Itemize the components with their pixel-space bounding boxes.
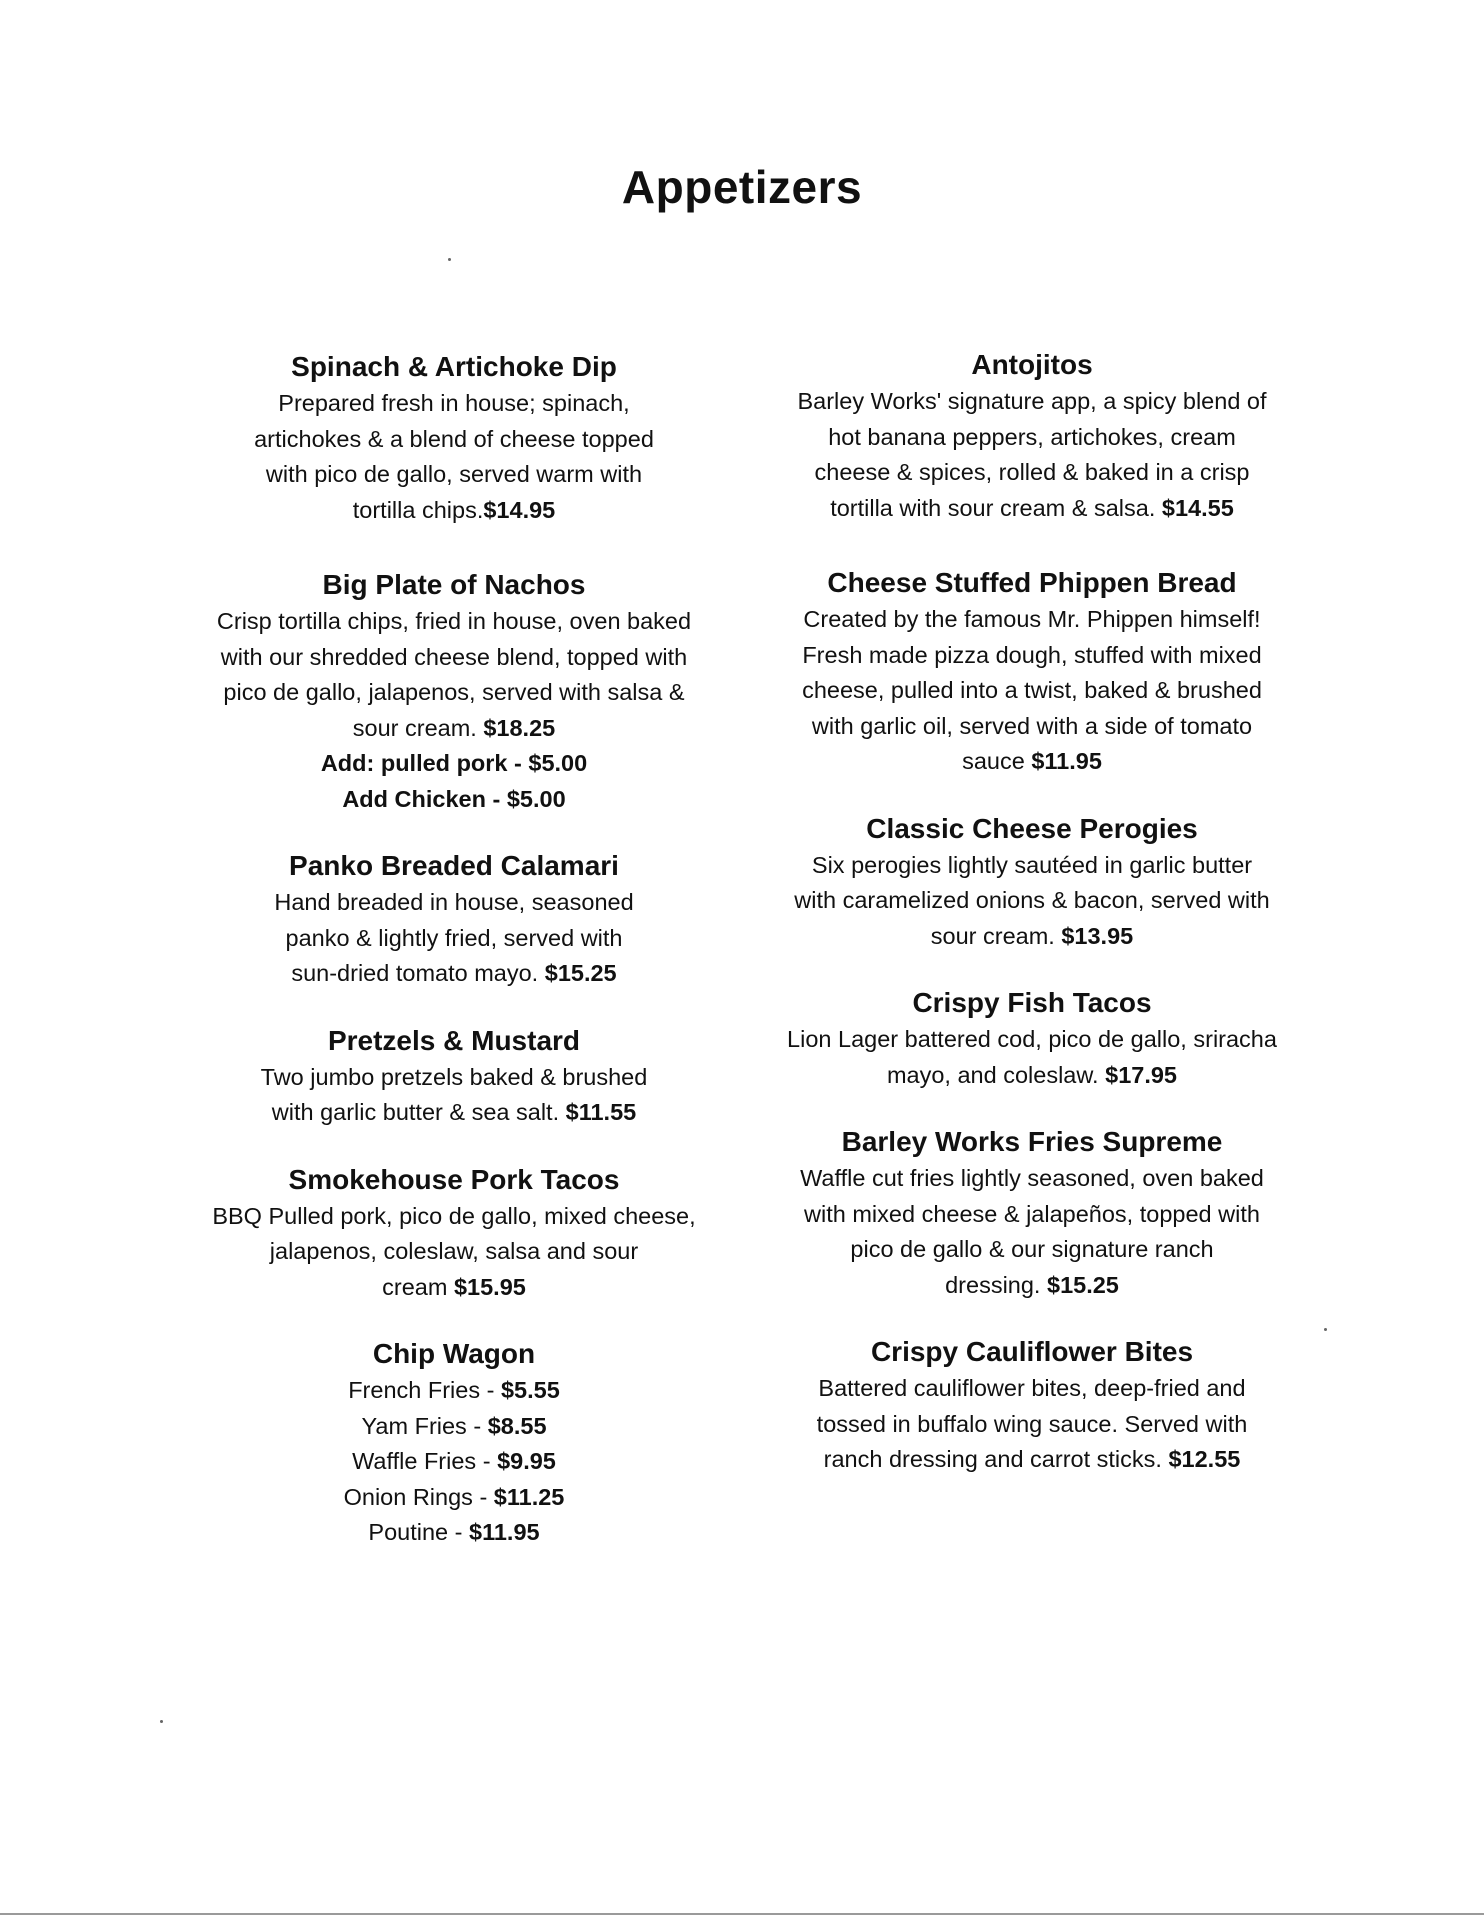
menu-item-description-line — [172, 1444, 736, 1480]
scan-speck — [160, 1720, 163, 1723]
description-text: Crisp tortilla chips, fried in house, oven baked — [216, 608, 692, 634]
menu-item-description-line — [172, 457, 736, 493]
description-text: Fresh made pizza dough, stuffed with mixed — [802, 641, 1262, 668]
menu-item-description-line — [172, 604, 736, 640]
menu-item — [172, 847, 736, 992]
menu-item-description-line — [750, 1022, 1314, 1058]
menu-item-description-line — [750, 384, 1314, 420]
description-text: panko & lightly fried, served with — [285, 924, 623, 951]
menu-item-price: $15.25 — [1047, 1271, 1119, 1298]
description-text: tortilla with sour cream & salsa. — [830, 494, 1162, 521]
menu-item-description-line — [750, 455, 1314, 491]
menu-item — [172, 1335, 736, 1551]
description-text: with caramelized onions & bacon, served with — [794, 887, 1270, 913]
description-text: sun-dried tomato mayo. — [291, 960, 545, 986]
menu-item-description-line — [172, 1060, 736, 1096]
menu-item-price: $18.25 — [483, 714, 556, 741]
menu-item-description-line — [172, 1480, 736, 1516]
menu-item-price: $8.55 — [487, 1412, 547, 1439]
description-text: French Fries - — [348, 1377, 501, 1403]
menu-column-right — [750, 346, 1314, 1478]
description-text: with garlic oil, served with a side of tomato — [811, 712, 1253, 739]
menu-item-description-line — [172, 1515, 736, 1551]
menu-item-description-line — [172, 422, 736, 458]
menu-item-description-line — [172, 746, 736, 782]
description-text: cream — [382, 1273, 454, 1300]
menu-item-description-line — [172, 782, 736, 818]
description-text: Two jumbo pretzels baked & brushed — [260, 1063, 648, 1090]
menu-item-description-line — [172, 1373, 736, 1409]
description-text: cheese & spices, rolled & baked in a crisp — [814, 459, 1250, 485]
menu-item — [750, 346, 1314, 526]
description-text: jalapenos, coleslaw, salsa and sour — [269, 1238, 639, 1264]
menu-item-description-line — [750, 638, 1314, 674]
menu-item-price: $13.95 — [1061, 922, 1134, 949]
menu-item-price: $15.25 — [544, 960, 617, 986]
menu-item-price: Add: pulled pork - $5.00 — [320, 750, 588, 776]
menu-item — [750, 1123, 1314, 1303]
description-text: Six perogies lightly sautéed in garlic butter — [811, 851, 1253, 878]
menu-item-description-line — [750, 1161, 1314, 1197]
menu-item-name: Pretzels & Mustard — [327, 1024, 581, 1056]
menu-item-price: $11.25 — [493, 1483, 565, 1510]
menu-item — [172, 1022, 736, 1131]
menu-column-left — [172, 348, 736, 1551]
menu-item-name: Crispy Cauliflower Bites — [870, 1336, 1194, 1367]
menu-item-price: $11.95 — [469, 1519, 540, 1545]
description-text: Yam Fries - — [361, 1412, 488, 1439]
menu-item-description-line — [172, 711, 736, 747]
menu-item-description-line — [172, 921, 736, 957]
menu-item-description-line — [750, 744, 1314, 780]
description-text: sour cream. — [930, 922, 1062, 949]
description-text: with our shredded cheese blend, topped with — [220, 643, 688, 670]
description-text: sour cream. — [352, 714, 484, 741]
menu-item-description-line — [172, 1270, 736, 1306]
description-text: Hand breaded in house, seasoned — [274, 889, 634, 915]
menu-item-description-line — [750, 709, 1314, 745]
menu-item-price: $14.95 — [483, 496, 556, 523]
menu-item-description-line — [172, 675, 736, 711]
menu-item-name: Big Plate of Nachos — [322, 569, 586, 600]
description-text: BBQ Pulled pork, pico de gallo, mixed cheese, — [212, 1202, 696, 1229]
description-text: artichokes & a blend of cheese topped — [254, 425, 654, 452]
description-text: with garlic butter & sea salt. — [271, 1099, 566, 1125]
menu-item-description-line — [172, 1095, 736, 1131]
menu-item-description-line — [750, 1268, 1314, 1304]
description-text: pico de gallo & our signature ranch — [850, 1236, 1214, 1262]
menu-item-description-line — [750, 919, 1314, 955]
description-text: Battered cauliflower bites, deep-fried and — [818, 1375, 1246, 1401]
menu-item — [750, 984, 1314, 1093]
description-text: mayo, and coleslaw. — [886, 1061, 1106, 1088]
menu-item — [750, 1333, 1314, 1478]
menu-item-price: $14.55 — [1161, 494, 1234, 521]
menu-item-price: $12.55 — [1168, 1446, 1241, 1472]
menu-item-description-line — [750, 1197, 1314, 1233]
description-text: ranch dressing and carrot sticks. — [823, 1446, 1169, 1472]
menu-item-description-line — [750, 1232, 1314, 1268]
menu-item-description-line — [172, 1409, 736, 1445]
menu-item-description-line — [750, 1407, 1314, 1443]
menu-item-description-line — [172, 885, 736, 921]
description-text: Poutine - — [368, 1519, 469, 1545]
menu-item-description-line — [750, 602, 1314, 638]
menu-item-name: Barley Works Fries Supreme — [841, 1126, 1223, 1157]
menu-item-price: Add Chicken - $5.00 — [342, 785, 566, 812]
menu-item-name: Panko Breaded Calamari — [289, 850, 619, 881]
description-text: dressing. — [945, 1271, 1047, 1298]
menu-item-price: $17.95 — [1105, 1061, 1178, 1088]
menu-item — [172, 566, 736, 817]
menu-item-name: Antojitos — [971, 349, 1093, 380]
menu-item-name: Smokehouse Pork Tacos — [288, 1163, 620, 1195]
menu-item — [172, 1161, 736, 1306]
menu-item-name: Spinach & Artichoke Dip — [291, 351, 617, 382]
menu-item-price: $11.95 — [1031, 748, 1102, 774]
menu-item-description-line — [750, 848, 1314, 884]
scan-speck — [448, 258, 451, 261]
menu-item — [750, 564, 1314, 780]
description-text: pico de gallo, jalapenos, served with salsa & — [223, 679, 685, 705]
description-text: tossed in buffalo wing sauce. Served with — [816, 1410, 1248, 1437]
description-text: tortilla chips. — [352, 496, 484, 523]
menu-item-description-line — [172, 386, 736, 422]
menu-item-description-line — [750, 883, 1314, 919]
menu-item-name: Classic Cheese Perogies — [866, 812, 1198, 844]
scan-speck — [1324, 1328, 1327, 1331]
description-text: Created by the famous Mr. Phippen himself! — [803, 606, 1261, 632]
menu-item-description-line — [172, 1234, 736, 1270]
menu-item-price: $11.55 — [565, 1099, 637, 1125]
menu-item-description-line — [750, 420, 1314, 456]
description-text: Lion Lager battered cod, pico de gallo, sriracha — [787, 1026, 1277, 1052]
description-text: with mixed cheese & jalapeños, topped with — [804, 1200, 1260, 1227]
menu-item-description-line — [750, 1371, 1314, 1407]
menu-item-description-line — [750, 1058, 1314, 1094]
menu-item-name: Chip Wagon — [372, 1338, 536, 1369]
description-text: Prepared fresh in house; spinach, — [278, 390, 630, 416]
menu-item-description-line — [750, 673, 1314, 709]
description-text: hot banana peppers, artichokes, cream — [828, 423, 1236, 450]
menu-item-description-line — [172, 493, 736, 529]
menu-item — [750, 810, 1314, 955]
menu-item-description-line — [172, 640, 736, 676]
description-text: Barley Works' signature app, a spicy blend of — [797, 388, 1267, 414]
menu-item-description-line — [172, 1199, 736, 1235]
menu-item-price: $5.55 — [500, 1377, 560, 1403]
menu-item-price: $9.95 — [497, 1448, 556, 1474]
menu-item-description-line — [172, 956, 736, 992]
menu-item-name: Cheese Stuffed Phippen Bread — [827, 567, 1237, 598]
description-text: Waffle Fries - — [352, 1448, 498, 1474]
menu-item — [172, 348, 736, 528]
menu-item-price: $15.95 — [453, 1273, 526, 1300]
menu-item-name: Crispy Fish Tacos — [912, 987, 1152, 1018]
page-title: Appetizers — [621, 161, 863, 213]
menu-item-description-line — [750, 1442, 1314, 1478]
description-text: cheese, pulled into a twist, baked & brushed — [802, 677, 1262, 703]
scan-edge-line — [0, 1913, 1484, 1915]
description-text: sauce — [962, 748, 1032, 774]
description-text: Onion Rings - — [343, 1483, 494, 1510]
menu-item-description-line — [750, 491, 1314, 527]
description-text: with pico de gallo, served warm with — [265, 461, 643, 487]
description-text: Waffle cut fries lightly seasoned, oven baked — [800, 1165, 1264, 1191]
